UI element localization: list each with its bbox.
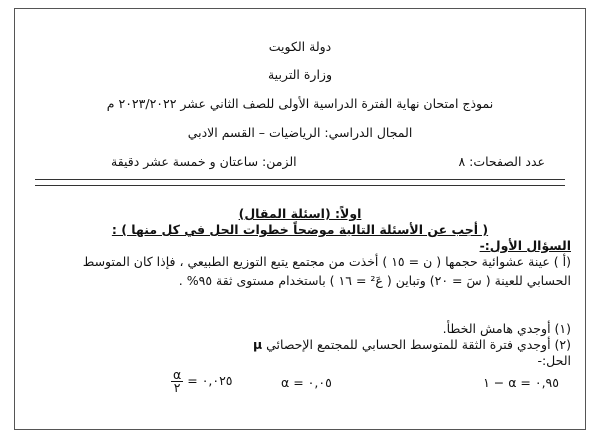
solution-label: الحل:- <box>537 353 571 368</box>
task-1: (١) أوجدي هامش الخطأ. <box>442 321 571 336</box>
section-instruction: ( أجب عن الأسئلة التالية موضحاً خطوات الحل في كل منها ) : <box>111 222 489 237</box>
question-heading: السؤال الأول:- <box>479 238 571 253</box>
question-text-line-2: الحسابي للعينة ( سَ = ٢٠) وتباين ( عَ² = ١٦ ) باستخدام مستوى ثقة ٩٥% . <box>178 273 571 288</box>
half-alpha-fraction: $\frac{\alpha}{٢}$ <box>173 367 182 395</box>
exam-title: نموذج امتحان نهاية الفترة الدراسية الأولى للصف الثاني عشر ٢٠٢٣/٢٠٢٢ م <box>106 96 494 111</box>
header-divider-bottom <box>35 185 565 186</box>
ministry-name: وزارة التربية <box>267 67 332 82</box>
exam-duration: الزمن: ساعتان و خمسة عشر دقيقة <box>111 154 297 169</box>
section-title: اولاً: (اسئلة المقال) <box>238 206 362 221</box>
task-2: (٢) أوجدي فترة الثقة للمتوسط الحسابي للمجتمع الإحصائي μ <box>252 337 571 352</box>
country-name: دولة الكويت <box>268 39 332 54</box>
subject-line: المجال الدراسي: الرياضيات – القسم الادبي <box>187 125 413 140</box>
equation-half-alpha: $\frac{\alpha}{٢}$ = ٠,٠٢٥ <box>173 367 233 395</box>
page-count: عدد الصفحات: ٨ <box>458 154 545 169</box>
header-divider-top <box>35 179 565 180</box>
equation-alpha: α = ٠,٠٥ <box>281 375 332 390</box>
equation-confidence: ١ − α = ٠,٩٥ <box>483 375 559 390</box>
exam-page <box>14 8 586 430</box>
question-text-line-1: (أ ) عينة عشوائية حجمها ( ن = ١٥ ) أخذت من مجتمع يتبع التوزيع الطبيعي ، فإذا كان المتوسط <box>82 254 571 269</box>
mu-symbol: μ <box>252 337 263 352</box>
